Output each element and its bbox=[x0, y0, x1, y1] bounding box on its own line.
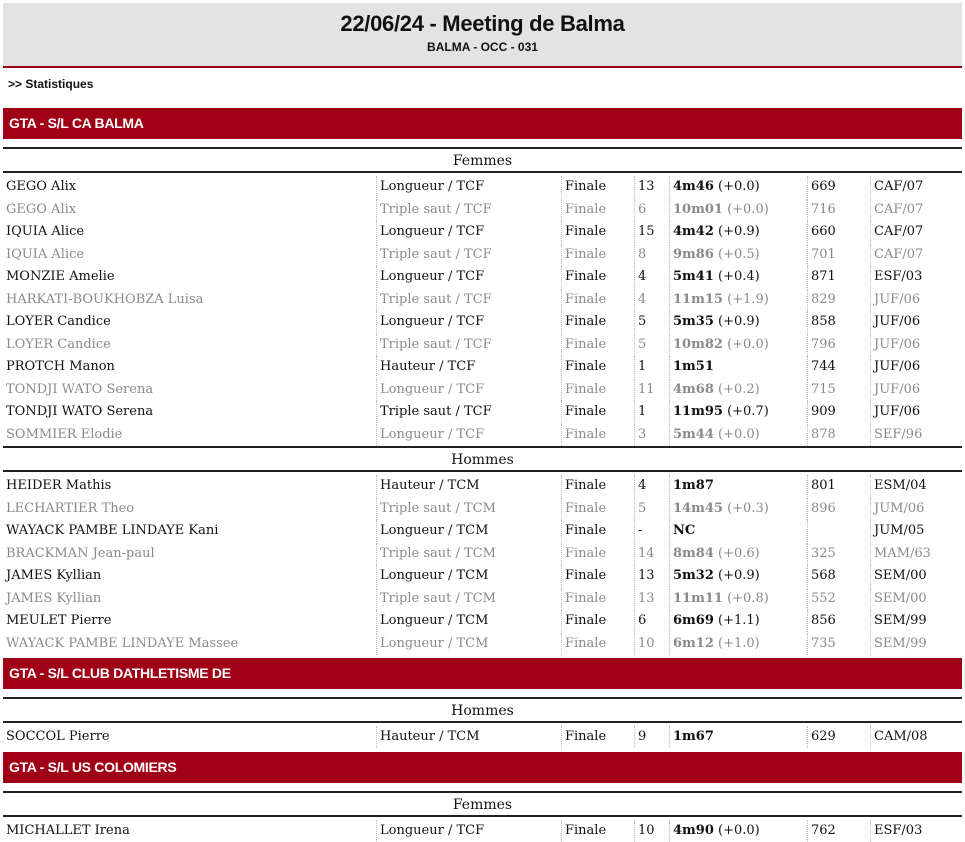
performance-value: 4m42 bbox=[673, 224, 714, 239]
athlete-name-link[interactable]: IQUIA Alice bbox=[6, 224, 85, 239]
points: 871 bbox=[807, 266, 836, 288]
statistics-link[interactable]: >> Statistiques bbox=[8, 77, 94, 91]
performance-value: 11m95 bbox=[673, 404, 723, 419]
category: JUM/06 bbox=[870, 498, 924, 520]
event-name: Longueur / TCF bbox=[376, 311, 484, 333]
place: 9 bbox=[634, 726, 646, 748]
athlete-name-link[interactable]: MEULET Pierre bbox=[6, 613, 112, 628]
points: 909 bbox=[807, 401, 836, 423]
round-name: Finale bbox=[561, 221, 606, 243]
athlete-name-link[interactable]: JAMES Kyllian bbox=[6, 568, 102, 583]
performance-value: 10m82 bbox=[673, 336, 723, 352]
wind-value: (+0.4) bbox=[713, 269, 760, 284]
wind-value: (+0.3) bbox=[722, 500, 769, 516]
result-row bbox=[3, 610, 962, 632]
event-name: Hauteur / TCF bbox=[376, 356, 475, 378]
category: SEF/96 bbox=[870, 424, 922, 446]
athlete-name-link[interactable]: HEIDER Mathis bbox=[6, 478, 112, 493]
category: SEM/00 bbox=[870, 588, 927, 610]
gender-header: Femmes bbox=[3, 147, 962, 173]
athlete-name-link[interactable]: LECHARTIER Theo bbox=[6, 500, 135, 516]
round-name: Finale bbox=[561, 379, 606, 401]
result-row bbox=[3, 633, 962, 655]
event-name: Triple saut / TCM bbox=[376, 543, 496, 565]
athlete-name-link[interactable]: MONZIE Amelie bbox=[6, 269, 115, 284]
result-row bbox=[3, 266, 962, 288]
category: JUM/05 bbox=[870, 520, 924, 542]
result-row bbox=[3, 334, 962, 356]
result-row bbox=[3, 475, 962, 497]
points: 744 bbox=[807, 356, 836, 378]
points: 716 bbox=[807, 199, 836, 221]
athlete-name-link[interactable]: PROTCH Manon bbox=[6, 359, 115, 374]
event-name: Longueur / TCF bbox=[376, 424, 484, 446]
category: ESF/03 bbox=[870, 266, 922, 288]
athlete-name-link[interactable]: SOMMIER Elodie bbox=[6, 426, 123, 442]
event-name: Triple saut / TCF bbox=[376, 289, 492, 311]
category: ESF/03 bbox=[870, 820, 922, 842]
performance bbox=[669, 221, 760, 243]
wind-value: (+1.1) bbox=[713, 613, 760, 628]
round-name: Finale bbox=[561, 356, 606, 378]
wind-value: (+0.0) bbox=[722, 336, 769, 352]
round-name: Finale bbox=[561, 311, 606, 333]
performance bbox=[669, 356, 714, 378]
event-name: Longueur / TCM bbox=[376, 565, 488, 587]
performance bbox=[669, 401, 769, 423]
place: 6 bbox=[634, 199, 646, 221]
performance-value: 5m41 bbox=[673, 269, 714, 284]
points: 701 bbox=[807, 244, 836, 266]
wind-value: (+0.6) bbox=[713, 545, 760, 561]
round-name: Finale bbox=[561, 820, 606, 842]
wind-value: (+0.9) bbox=[713, 568, 760, 583]
wind-value: (+1.0) bbox=[713, 635, 760, 651]
gender-header: Hommes bbox=[3, 446, 962, 472]
round-name: Finale bbox=[561, 334, 606, 356]
athlete-name-link[interactable]: SOCCOL Pierre bbox=[6, 729, 110, 744]
page-subtitle: BALMA - OCC - 031 bbox=[427, 40, 538, 54]
place: 15 bbox=[634, 221, 655, 243]
performance bbox=[669, 543, 760, 565]
category: JUF/06 bbox=[870, 289, 920, 311]
round-name: Finale bbox=[561, 289, 606, 311]
athlete-name-link[interactable]: HARKATI-BOUKHOBZA Luisa bbox=[6, 291, 204, 307]
performance-value: 5m32 bbox=[673, 568, 714, 583]
place: 5 bbox=[634, 334, 646, 356]
performance-value: 11m11 bbox=[673, 590, 723, 606]
wind-value: (+0.0) bbox=[722, 201, 769, 217]
result-row bbox=[3, 221, 962, 243]
place: 13 bbox=[634, 176, 655, 198]
event-name: Triple saut / TCF bbox=[376, 334, 492, 356]
performance-value: 4m90 bbox=[673, 822, 714, 838]
performance-value: 6m12 bbox=[673, 635, 714, 651]
performance-value: NC bbox=[673, 523, 696, 538]
result-row bbox=[3, 588, 962, 610]
place: 11 bbox=[634, 379, 655, 401]
points: 715 bbox=[807, 379, 836, 401]
place: 5 bbox=[634, 498, 646, 520]
club-header: GTA - S/L US COLOMIERS bbox=[3, 752, 962, 783]
event-name: Triple saut / TCM bbox=[376, 588, 496, 610]
category: CAF/07 bbox=[870, 199, 923, 221]
place: 8 bbox=[634, 244, 646, 266]
result-row bbox=[3, 311, 962, 333]
page-header bbox=[3, 3, 962, 68]
category: CAM/08 bbox=[870, 726, 928, 748]
performance-value: 4m68 bbox=[673, 381, 714, 397]
result-row bbox=[3, 820, 962, 842]
performance bbox=[669, 588, 769, 610]
category: JUF/06 bbox=[870, 401, 920, 423]
round-name: Finale bbox=[561, 266, 606, 288]
club-header: GTA - S/L CLUB DATHLETISME DE bbox=[3, 658, 962, 689]
place: 13 bbox=[634, 565, 655, 587]
event-name: Triple saut / TCF bbox=[376, 244, 492, 266]
performance bbox=[669, 176, 760, 198]
performance-value: 9m86 bbox=[673, 246, 714, 262]
wind-value: (+0.8) bbox=[722, 590, 769, 606]
points: 629 bbox=[807, 726, 836, 748]
event-name: Longueur / TCF bbox=[376, 176, 484, 198]
points: 735 bbox=[807, 633, 836, 655]
round-name: Finale bbox=[561, 610, 606, 632]
performance bbox=[669, 726, 714, 748]
result-row bbox=[3, 424, 962, 446]
result-row bbox=[3, 356, 962, 378]
wind-value: (+0.2) bbox=[713, 381, 760, 397]
performance bbox=[669, 820, 760, 842]
place: 3 bbox=[634, 424, 646, 446]
athlete-name-link[interactable]: TONDJI WATO Serena bbox=[6, 381, 154, 397]
category: CAF/07 bbox=[870, 244, 923, 266]
category: JUF/06 bbox=[870, 311, 920, 333]
event-name: Longueur / TCM bbox=[376, 520, 488, 542]
wind-value: (+0.5) bbox=[713, 246, 760, 262]
round-name: Finale bbox=[561, 176, 606, 198]
event-name: Longueur / TCF bbox=[376, 266, 484, 288]
performance bbox=[669, 520, 695, 542]
place: 4 bbox=[634, 289, 646, 311]
event-name: Longueur / TCM bbox=[376, 633, 488, 655]
performance-value: 4m46 bbox=[673, 179, 714, 194]
category: SEM/99 bbox=[870, 610, 927, 632]
performance-value: 14m45 bbox=[673, 500, 723, 516]
wind-value: (+0.7) bbox=[722, 404, 769, 419]
performance bbox=[669, 289, 769, 311]
place: 13 bbox=[634, 588, 655, 610]
performance-value: 5m35 bbox=[673, 314, 714, 329]
category: CAF/07 bbox=[870, 221, 923, 243]
round-name: Finale bbox=[561, 498, 606, 520]
performance bbox=[669, 475, 714, 497]
points: 801 bbox=[807, 475, 836, 497]
event-name: Hauteur / TCM bbox=[376, 475, 480, 497]
wind-value: (+0.0) bbox=[713, 426, 760, 442]
event-name: Triple saut / TCF bbox=[376, 199, 492, 221]
performance bbox=[669, 498, 769, 520]
category: JUF/06 bbox=[870, 334, 920, 356]
round-name: Finale bbox=[561, 401, 606, 423]
performance bbox=[669, 633, 760, 655]
event-name: Longueur / TCF bbox=[376, 820, 484, 842]
result-row bbox=[3, 726, 962, 748]
athlete-name-link[interactable]: GEGO Alix bbox=[6, 179, 77, 194]
event-name: Longueur / TCM bbox=[376, 610, 488, 632]
place: 14 bbox=[634, 543, 655, 565]
result-row bbox=[3, 565, 962, 587]
round-name: Finale bbox=[561, 726, 606, 748]
place: 6 bbox=[634, 610, 646, 632]
points: 878 bbox=[807, 424, 836, 446]
athlete-name-link[interactable]: BRACKMAN Jean-paul bbox=[6, 545, 155, 561]
athlete-name-link[interactable]: WAYACK PAMBE LINDAYE Kani bbox=[6, 523, 219, 538]
performance-value: 6m69 bbox=[673, 613, 714, 628]
category: SEM/99 bbox=[870, 633, 927, 655]
points: 325 bbox=[807, 543, 836, 565]
event-name: Longueur / TCF bbox=[376, 221, 484, 243]
athlete-name-link[interactable]: GEGO Alix bbox=[6, 201, 77, 217]
category: JUF/06 bbox=[870, 356, 920, 378]
points: 762 bbox=[807, 820, 836, 842]
result-row bbox=[3, 199, 962, 221]
round-name: Finale bbox=[561, 244, 606, 266]
performance bbox=[669, 311, 760, 333]
round-name: Finale bbox=[561, 543, 606, 565]
place: 4 bbox=[634, 475, 646, 497]
round-name: Finale bbox=[561, 588, 606, 610]
performance bbox=[669, 244, 760, 266]
gender-header: Hommes bbox=[3, 697, 962, 723]
performance-value: 1m51 bbox=[673, 359, 714, 374]
performance bbox=[669, 610, 760, 632]
performance bbox=[669, 199, 769, 221]
performance-value: 1m87 bbox=[673, 478, 714, 493]
result-row bbox=[3, 289, 962, 311]
wind-value: (+0.0) bbox=[713, 822, 760, 838]
place: 4 bbox=[634, 266, 646, 288]
category: JUF/06 bbox=[870, 379, 920, 401]
athlete-name-link[interactable]: WAYACK PAMBE LINDAYE Massee bbox=[6, 635, 239, 651]
round-name: Finale bbox=[561, 199, 606, 221]
performance-value: 1m67 bbox=[673, 729, 714, 744]
points: 829 bbox=[807, 289, 836, 311]
round-name: Finale bbox=[561, 424, 606, 446]
place: 10 bbox=[634, 633, 655, 655]
round-name: Finale bbox=[561, 475, 606, 497]
points: 660 bbox=[807, 221, 836, 243]
points: 552 bbox=[807, 588, 836, 610]
performance bbox=[669, 379, 760, 401]
result-row bbox=[3, 244, 962, 266]
points: 858 bbox=[807, 311, 836, 333]
performance bbox=[669, 266, 760, 288]
result-row bbox=[3, 379, 962, 401]
wind-value: (+0.0) bbox=[713, 179, 760, 194]
category: CAF/07 bbox=[870, 176, 923, 198]
athlete-name-link[interactable]: JAMES Kyllian bbox=[6, 590, 102, 606]
wind-value: (+0.9) bbox=[713, 224, 760, 239]
place: - bbox=[634, 520, 642, 542]
place: 1 bbox=[634, 401, 646, 423]
club-header: GTA - S/L CA BALMA bbox=[3, 108, 962, 139]
points: 896 bbox=[807, 498, 836, 520]
wind-value: (+1.9) bbox=[722, 291, 769, 307]
performance-value: 8m84 bbox=[673, 545, 714, 561]
place: 5 bbox=[634, 311, 646, 333]
place: 10 bbox=[634, 820, 655, 842]
performance bbox=[669, 424, 760, 446]
points: 856 bbox=[807, 610, 836, 632]
athlete-name-link[interactable]: LOYER Candice bbox=[6, 336, 111, 352]
performance-value: 11m15 bbox=[673, 291, 723, 307]
points: 568 bbox=[807, 565, 836, 587]
points: 796 bbox=[807, 334, 836, 356]
performance-value: 5m44 bbox=[673, 426, 714, 442]
result-row bbox=[3, 543, 962, 565]
result-row bbox=[3, 520, 962, 542]
category: ESM/04 bbox=[870, 475, 927, 497]
round-name: Finale bbox=[561, 565, 606, 587]
performance bbox=[669, 565, 760, 587]
result-row bbox=[3, 498, 962, 520]
wind-value: (+0.9) bbox=[713, 314, 760, 329]
performance bbox=[669, 334, 769, 356]
athlete-name-link[interactable]: MICHALLET Irena bbox=[6, 822, 130, 838]
points: 669 bbox=[807, 176, 836, 198]
page-title: 22/06/24 - Meeting de Balma bbox=[340, 11, 625, 36]
round-name: Finale bbox=[561, 520, 606, 542]
event-name: Hauteur / TCM bbox=[376, 726, 480, 748]
points bbox=[807, 520, 811, 542]
event-name: Triple saut / TCM bbox=[376, 498, 496, 520]
category: SEM/00 bbox=[870, 565, 927, 587]
event-name: Longueur / TCF bbox=[376, 379, 484, 401]
athlete-name-link[interactable]: IQUIA Alice bbox=[6, 246, 85, 262]
category: MAM/63 bbox=[870, 543, 931, 565]
event-name: Triple saut / TCF bbox=[376, 401, 492, 423]
athlete-name-link[interactable]: LOYER Candice bbox=[6, 314, 111, 329]
athlete-name-link[interactable]: TONDJI WATO Serena bbox=[6, 404, 154, 419]
gender-header: Femmes bbox=[3, 791, 962, 817]
result-row bbox=[3, 176, 962, 198]
round-name: Finale bbox=[561, 633, 606, 655]
place: 1 bbox=[634, 356, 646, 378]
result-row bbox=[3, 401, 962, 423]
performance-value: 10m01 bbox=[673, 201, 723, 217]
